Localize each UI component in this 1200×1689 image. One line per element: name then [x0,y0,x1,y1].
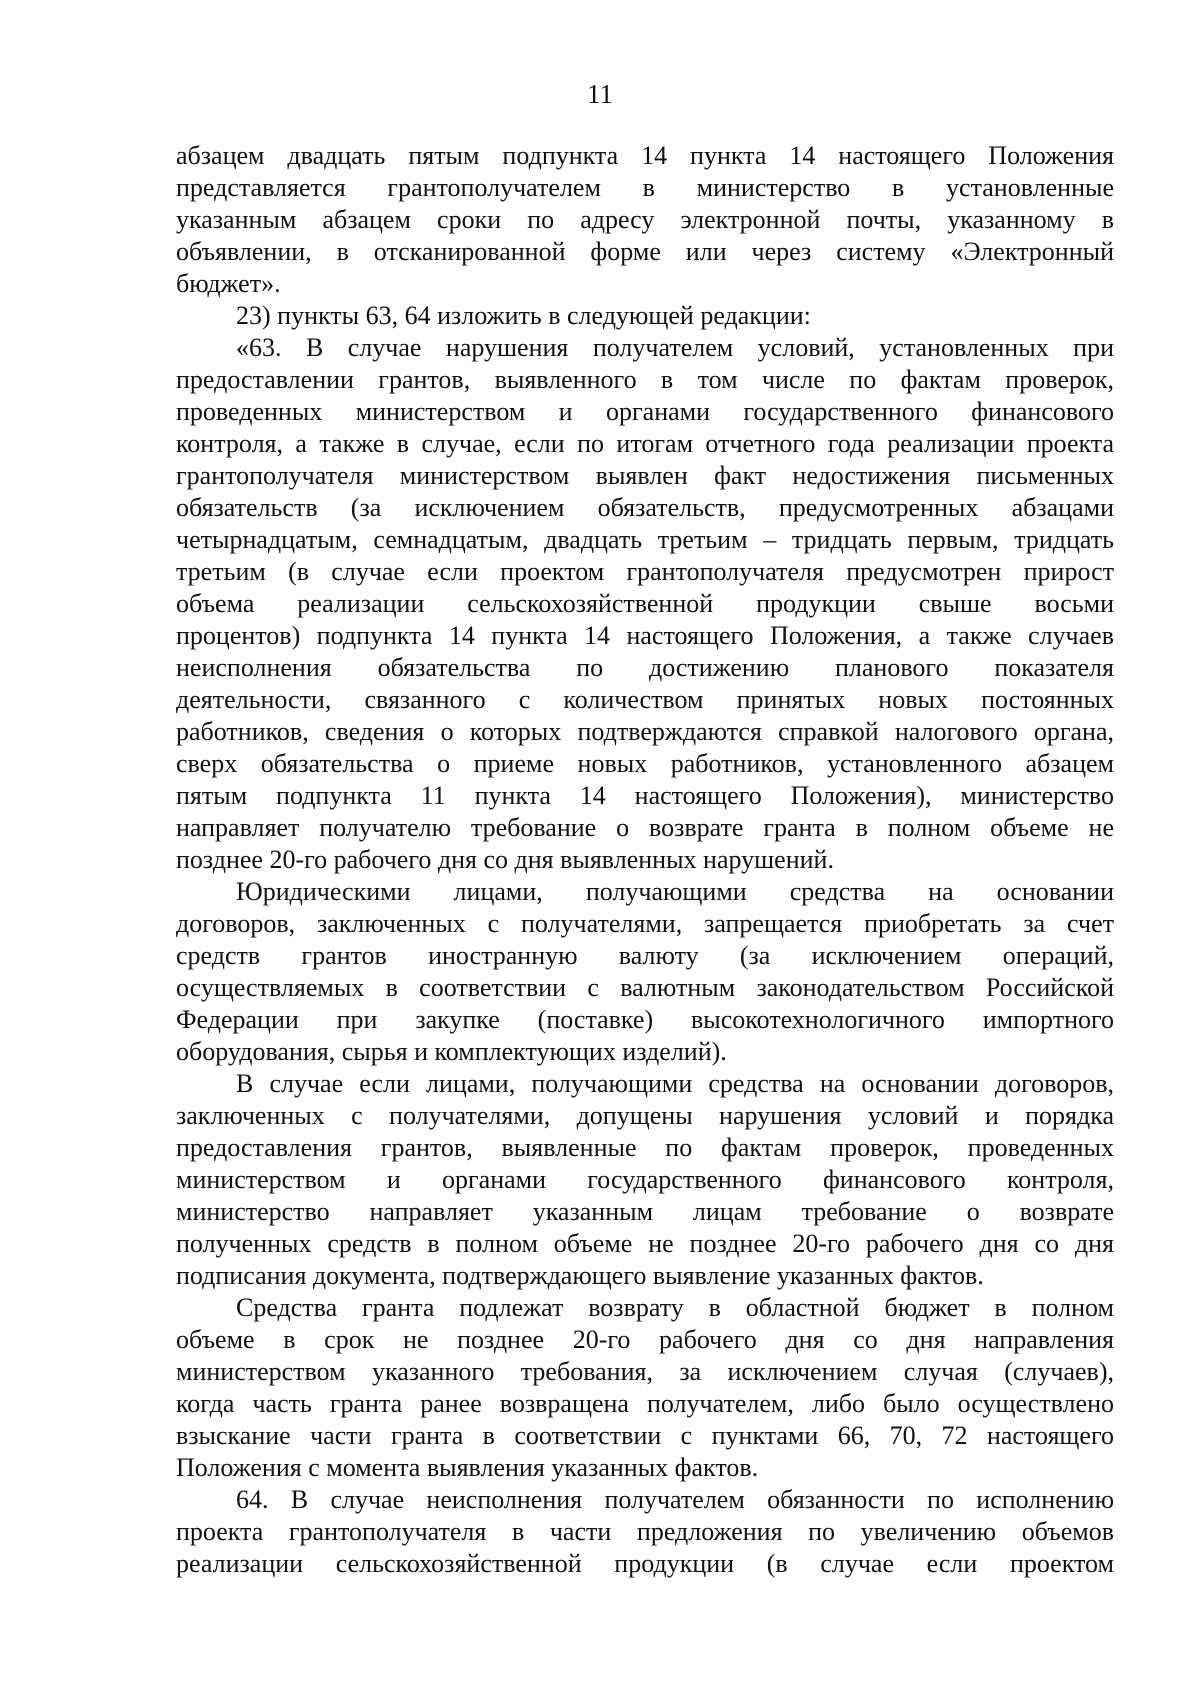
text-line: 23) пункты 63, 64 изложить в следующей редакции: [236,301,811,330]
text-line: грантополучателя министерством выявлен факт недостижения письменных [176,461,1114,490]
text-line: пятым подпункта 11 пункта 14 настоящего Положения), министерство [176,781,1114,810]
text-line: оборудования, сырья и комплектующих изделий). [176,1037,727,1066]
text-line: сверх обязательства о приеме новых работников, установленного абзацем [176,749,1114,778]
text-line: осуществляемых в соответствии с валютным законодательством Российской [176,973,1114,1002]
text-line: Федерации при закупке (поставке) высокотехнологичного импортного [176,1005,1114,1034]
text-line: абзацем двадцать пятым подпункта 14 пункта 14 настоящего Положения [176,141,1114,170]
text-line: неисполнения обязательства по достижению планового показателя [176,653,1114,682]
text-line: объеме в срок не позднее 20-го рабочего дня со дня направления [176,1325,1114,1354]
text-line: полученных средств в полном объеме не позднее 20-го рабочего дня со дня [176,1229,1114,1258]
text-line: проекта грантополучателя в части предложения по увеличению объемов [176,1517,1114,1546]
text-line: министерство направляет указанным лицам требование о возврате [176,1197,1114,1226]
text-line: В случае если лицами, получающими средства на основании договоров, [236,1069,1114,1098]
text-line: реализации сельскохозяйственной продукции (в случае если проектом [176,1549,1114,1578]
text-line: министерством и органами государственного финансового контроля, [176,1165,1114,1194]
text-line: бюджет». [176,269,281,298]
text-line: работников, сведения о которых подтверждаются справкой налогового органа, [176,717,1114,746]
text-line: объявлении, в отсканированной форме или через систему «Электронный [176,237,1114,266]
text-line: четырнадцатым, семнадцатым, двадцать третьим – тридцать первым, тридцать [176,525,1114,554]
text-line: Юридическими лицами, получающими средства на основании [236,877,1114,906]
text-line: проведенных министерством и органами государственного финансового [176,397,1114,426]
text-line: 64. В случае неисполнения получателем обязанности по исполнению [236,1485,1114,1514]
text-line: третьим (в случае если проектом грантополучателя предусмотрен прирост [176,557,1114,586]
text-line: направляет получателю требование о возврате гранта в полном объеме не [176,813,1114,842]
text-line: заключенных с получателями, допущены нарушения условий и порядка [176,1101,1114,1130]
text-line: Средства гранта подлежат возврату в областной бюджет в полном [236,1293,1114,1322]
text-line: обязательств (за исключением обязательств, предусмотренных абзацами [176,493,1114,522]
text-line: «63. В случае нарушения получателем условий, установленных при [236,333,1114,362]
text-line: предоставлении грантов, выявленного в том числе по фактам проверок, [176,365,1114,394]
text-line: указанным абзацем сроки по адресу электронной почты, указанному в [176,205,1114,234]
page-number: 11 [587,79,613,109]
text-line: договоров, заключенных с получателями, запрещается приобретать за счет [176,909,1114,938]
text-line: когда часть гранта ранее возвращена получателем, либо было осуществлено [176,1389,1114,1418]
text-line: деятельности, связанного с количеством принятых новых постоянных [176,685,1114,714]
document-body [176,140,1114,1580]
text-line: подписания документа, подтверждающего выявление указанных фактов. [176,1261,984,1290]
text-line: контроля, а также в случае, если по итогам отчетного года реализации проекта [176,429,1114,458]
text-line: Положения с момента выявления указанных фактов. [176,1453,759,1482]
text-line: средств грантов иностранную валюту (за исключением операций, [176,941,1114,970]
text-line: взыскание части гранта в соответствии с пунктами 66, 70, 72 настоящего [176,1421,1114,1450]
text-line: предоставления грантов, выявленные по фактам проверок, проведенных [176,1133,1114,1162]
text-line: процентов) подпункта 14 пункта 14 настоящего Положения, а также случаев [176,621,1114,650]
text-line: министерством указанного требования, за исключением случая (случаев), [176,1357,1114,1386]
text-line: позднее 20-го рабочего дня со дня выявленных нарушений. [176,845,834,874]
text-line: представляется грантополучателем в министерство в установленные [176,173,1114,202]
text-line: объема реализации сельскохозяйственной продукции свыше восьми [176,589,1114,618]
